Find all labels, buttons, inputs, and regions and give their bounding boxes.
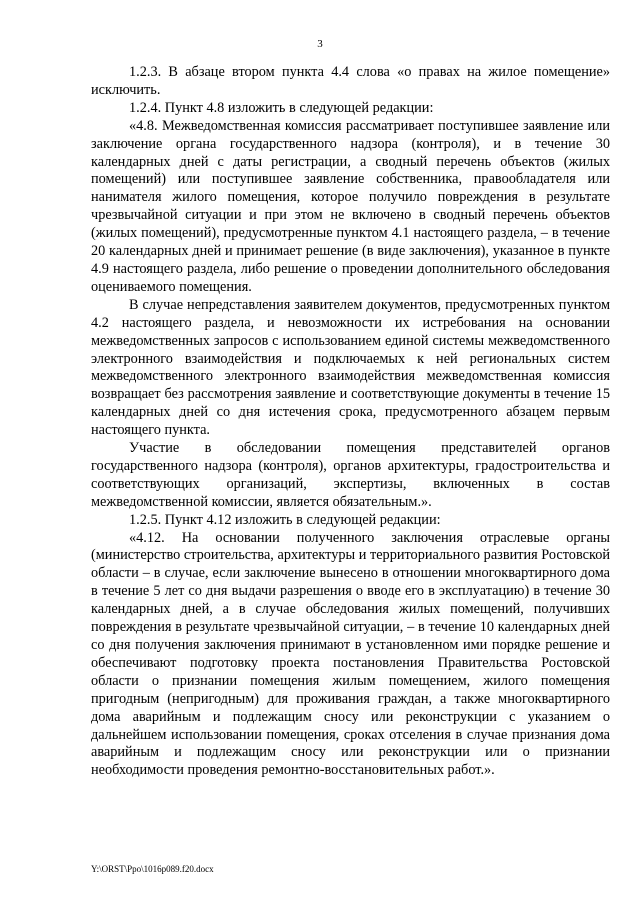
page-number: 3 <box>317 38 323 50</box>
paragraph-4-8: «4.8. Межведомственная комиссия рассматривает поступившее заявление или заключение органа государственного надзора (контроля), и в течение 30 календарных дней с даты регистрации, а сводный перечень объектов (жилых помещений) или поступившее заявление собственника, правообладателя или нанимателя жилого помещения, которое получило повреждения в результате чрезвычайной ситуации и при этом не включено в сводный перечень объектов (жилых помещений), предусмотренные пунктом 4.1 настоящего раздела, – в течение 20 календарных дней и принимает решение (в виде заключения), указанное в пункте 4.9 настоящего раздела, либо решение о проведении дополнительного обследования оцениваемого помещения. <box>91 117 610 295</box>
paragraph-4-12: «4.12. На основании полученного заключения отраслевые органы (министерство строительства, архитектуры и территориального развития Ростовской области – в случае, если заключение вынесено в отношении многоквартирного дома в течение 5 лет со дня выдачи разрешения о вводе его в эксплуатацию) в течение 30 календарных дней, а в случае обследования жилых помещений, получивших повреждения в результате чрезвычайной ситуации, – в течение 10 календарных дней со дня получения заключения принимают в установленном ими порядке решение и обеспечивают подготовку проекта постановления Правительства Ростовской области о признании помещения жилым помещением, жилого помещения пригодным (непригодным) для проживания граждан, а также многоквартирного дома аварийным и подлежащим сносу или реконструкции с указанием о дальнейшем использовании помещения, сроках отселения в случае признания дома аварийным и подлежащим сносу или реконструкции или о признании необходимости проведения ремонтно-восстановительных работ.». <box>91 529 610 779</box>
paragraph-participation: Участие в обследовании помещения представителей органов государственного надзора (контроля), органов архитектуры, градостроительства и соответствующих организаций, экспертизы, включенных в состав межведомственной комиссии, является обязательным.». <box>91 440 610 510</box>
document-body <box>91 64 610 780</box>
footer-file-path: Y:\ORST\Ppo\1016p089.f20.docx <box>91 864 214 874</box>
paragraph-1-2-4: 1.2.4. Пункт 4.8 изложить в следующей редакции: <box>129 99 434 116</box>
paragraph-1-2-5: 1.2.5. Пункт 4.12 изложить в следующей редакции: <box>129 511 441 528</box>
paragraph-non-submission: В случае непредставления заявителем документов, предусмотренных пунктом 4.2 настоящего раздела, и невозможности их истребования на основании межведомственных запросов с использованием единой системы межведомственного электронного взаимодействия и подключаемых к ней региональных систем межведомственного электронного взаимодействия межведомственная комиссия возвращает без рассмотрения заявление и соответствующие документы в течение 15 календарных дней со дня истечения срока, предусмотренного абзацем первым настоящего пункта. <box>91 296 610 439</box>
paragraph-1-2-3: 1.2.3. В абзаце втором пункта 4.4 слова «о правах на жилое помещение» исключить. <box>91 64 610 98</box>
